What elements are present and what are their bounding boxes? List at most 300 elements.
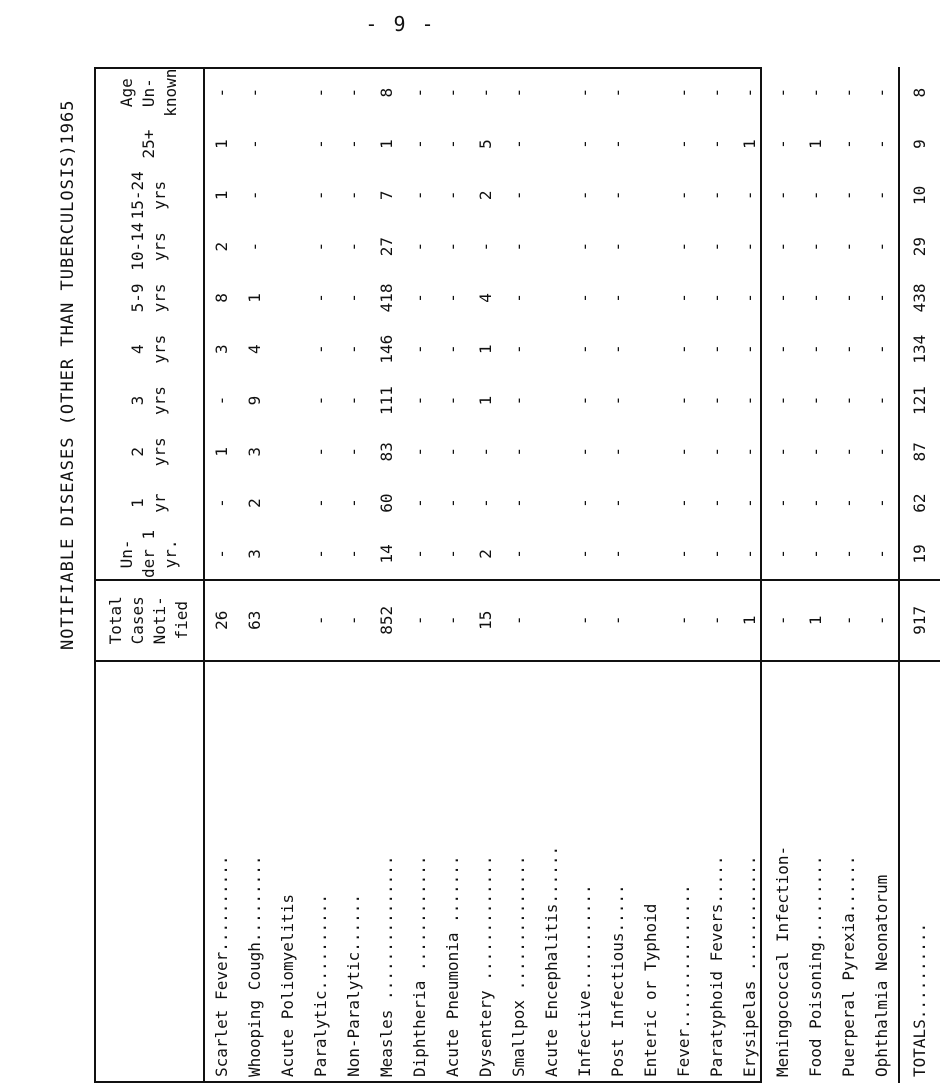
age-count-cell: [271, 426, 304, 477]
age-count-cell: 62: [899, 477, 940, 528]
age-count-cell: -: [706, 190, 726, 201]
age-count-cell: -: [772, 446, 792, 457]
age-count-cell: -: [343, 446, 363, 457]
age-count-cell: 111: [376, 386, 396, 415]
age-count-cell: -: [310, 190, 330, 201]
total-cases-cell: 1: [799, 580, 832, 660]
age-count-cell: [271, 272, 304, 323]
disease-name: Diphtheria ............: [409, 855, 429, 1077]
age-count-cell: -: [706, 293, 726, 303]
age-count-cell: -: [244, 190, 264, 201]
age-count-cell: -: [442, 344, 462, 355]
age-count-cell: -: [706, 446, 726, 457]
age-count-cell: -: [442, 293, 462, 303]
age-count-cell: 1: [376, 139, 396, 149]
age-count-cell: -: [508, 190, 528, 201]
table-row: [733, 67, 766, 1083]
table-row: [271, 67, 304, 1083]
total-cases-cell: -: [832, 580, 865, 660]
age-count-cell: -: [673, 139, 693, 149]
age-count-cell: -: [607, 241, 627, 252]
age-count-cell: -: [508, 139, 528, 149]
age-count-cell: [535, 170, 568, 221]
age-count-cell: [271, 118, 304, 169]
age-count-cell: -: [871, 241, 891, 252]
age-count-cell: -: [739, 241, 759, 252]
table-row: [403, 67, 436, 1083]
total-cases-cell: 26: [204, 580, 238, 660]
age-count-cell: 1: [805, 139, 825, 149]
age-count-cell: 5: [475, 139, 495, 149]
age-count-cell: -: [607, 139, 627, 149]
age-count-cell: -: [772, 139, 792, 149]
age-count-cell: -: [673, 498, 693, 508]
total-cases-cell: [271, 580, 304, 660]
age-count-cell: -: [343, 190, 363, 201]
table-row: [469, 67, 502, 1083]
header-15-24yrs: 15-24 yrs: [94, 170, 204, 221]
age-count-cell: -: [838, 87, 858, 98]
age-count-cell: -: [607, 395, 627, 406]
header-2yrs: 2 yrs: [94, 426, 204, 477]
age-count-cell: -: [607, 446, 627, 457]
age-count-cell: -: [871, 87, 891, 98]
disease-name: Acute Pneumonia .......: [442, 855, 462, 1077]
age-count-cell: -: [343, 498, 363, 508]
age-count-cell: 1: [475, 344, 495, 355]
notifiable-diseases-table: [94, 67, 940, 1083]
age-count-cell: -: [871, 293, 891, 303]
total-cases-cell: 1: [733, 580, 766, 660]
age-count-cell: 8: [899, 67, 940, 118]
age-count-cell: -: [673, 241, 693, 252]
disease-name: Infective...........: [574, 884, 594, 1077]
age-count-cell: 134: [899, 324, 940, 375]
age-count-cell: -: [838, 344, 858, 355]
age-count-cell: [271, 67, 304, 118]
table-row: [502, 67, 535, 1083]
table-row: [204, 67, 238, 1083]
age-count-cell: 60: [376, 493, 396, 513]
table-row: [568, 67, 601, 1083]
table-row: [865, 67, 899, 1083]
age-count-cell: -: [343, 241, 363, 252]
age-count-cell: 1: [244, 293, 264, 303]
age-count-cell: -: [733, 529, 766, 580]
total-cases-cell: 917: [899, 580, 940, 660]
age-count-cell: -: [475, 446, 495, 457]
age-count-cell: [535, 324, 568, 375]
age-count-cell: -: [673, 344, 693, 355]
age-count-cell: 1: [211, 190, 231, 201]
age-count-cell: -: [832, 529, 865, 580]
age-count-cell: 1: [475, 395, 495, 406]
age-count-cell: [634, 324, 667, 375]
table-row: [238, 67, 271, 1083]
total-cases-cell: -: [766, 580, 799, 660]
age-count-cell: -: [838, 446, 858, 457]
age-count-cell: -: [442, 241, 462, 252]
age-count-cell: -: [772, 293, 792, 303]
age-count-cell: -: [409, 87, 429, 98]
age-count-cell: [535, 272, 568, 323]
header-10-14yrs: 10-14 yrs: [94, 221, 204, 272]
age-count-cell: 438: [899, 272, 940, 323]
age-count-cell: -: [799, 529, 832, 580]
table-title: NOTIFIABLE DISEASES (OTHER THAN TUBERCULOSIS)1965: [58, 99, 78, 650]
header-4yrs: 4 yrs: [94, 324, 204, 375]
age-count-cell: -: [574, 395, 594, 406]
age-count-cell: -: [508, 395, 528, 406]
age-count-cell: [271, 170, 304, 221]
age-count-cell: -: [706, 395, 726, 406]
age-count-cell: -: [574, 293, 594, 303]
age-count-cell: -: [508, 344, 528, 355]
age-count-cell: -: [403, 529, 436, 580]
age-count-cell: -: [343, 293, 363, 303]
age-count-cell: -: [838, 395, 858, 406]
age-count-cell: 3: [244, 446, 264, 457]
age-count-cell: -: [871, 190, 891, 201]
total-cases-cell: -: [700, 580, 733, 660]
age-count-cell: -: [739, 293, 759, 303]
age-count-cell: -: [204, 529, 238, 580]
total-cases-cell: -: [568, 580, 601, 660]
disease-name: Meningococcal Infection-: [772, 845, 792, 1077]
age-count-cell: -: [871, 446, 891, 457]
totals-row: [899, 67, 940, 1083]
header-total-cases: Total Cases Noti- fied: [94, 580, 204, 660]
disease-name: Puerperal Pyrexia......: [838, 855, 858, 1077]
age-count-cell: -: [706, 87, 726, 98]
age-count-cell: -: [871, 498, 891, 508]
age-count-cell: -: [805, 344, 825, 355]
total-cases-cell: -: [436, 580, 469, 660]
age-count-cell: -: [574, 190, 594, 201]
disease-name: Non-Paralytic......: [343, 893, 363, 1077]
age-count-cell: 27: [376, 236, 396, 257]
age-count-cell: -: [409, 293, 429, 303]
age-count-cell: -: [739, 446, 759, 457]
age-count-cell: -: [442, 395, 462, 406]
age-count-cell: -: [673, 190, 693, 201]
table-row: [337, 67, 370, 1083]
age-count-cell: 9: [899, 118, 940, 169]
age-count-cell: 1: [211, 446, 231, 457]
age-count-cell: 9: [244, 395, 264, 406]
age-count-cell: -: [739, 344, 759, 355]
page-number: - 9 -: [365, 12, 436, 36]
age-count-cell: -: [739, 498, 759, 508]
age-count-cell: 146: [376, 334, 396, 364]
table-row: [832, 67, 865, 1083]
disease-name: Food Poisoning.........: [805, 855, 825, 1077]
total-cases-cell: -: [304, 580, 337, 660]
age-count-cell: [271, 477, 304, 528]
age-count-cell: -: [508, 446, 528, 457]
age-count-cell: -: [607, 190, 627, 201]
age-count-cell: 1: [739, 139, 759, 149]
age-count-cell: 7: [376, 190, 396, 201]
age-count-cell: -: [772, 87, 792, 98]
age-count-cell: -: [805, 293, 825, 303]
age-count-cell: [634, 170, 667, 221]
age-count-cell: -: [337, 529, 370, 580]
disease-name: Dysentery .............: [475, 855, 495, 1077]
age-count-cell: -: [211, 395, 231, 406]
age-count-cell: -: [838, 190, 858, 201]
disease-name: Post Infectious.....: [607, 884, 627, 1077]
disease-name: Whooping Cough.........: [244, 855, 264, 1077]
age-count-cell: [535, 221, 568, 272]
disease-name: Erysipelas ............: [739, 855, 759, 1077]
age-count-cell: -: [607, 87, 627, 98]
age-count-cell: -: [772, 344, 792, 355]
age-count-cell: 83: [376, 442, 396, 462]
age-count-cell: [271, 324, 304, 375]
age-count-cell: -: [739, 190, 759, 201]
header-3yrs: 3 yrs: [94, 375, 204, 426]
age-count-cell: -: [805, 446, 825, 457]
age-count-cell: [535, 67, 568, 118]
age-count-cell: -: [442, 87, 462, 98]
table-body: [204, 67, 940, 1083]
age-count-cell: -: [706, 139, 726, 149]
total-cases-cell: 63: [238, 580, 271, 660]
age-count-cell: [634, 477, 667, 528]
age-count-cell: 29: [899, 221, 940, 272]
age-count-cell: [634, 221, 667, 272]
rotated-table-container: [94, 67, 929, 1083]
age-count-cell: -: [211, 498, 231, 508]
age-count-cell: 2: [244, 498, 264, 508]
header-under-1: Un- der 1 yr.: [94, 529, 204, 580]
age-count-cell: -: [244, 87, 264, 98]
age-count-cell: -: [442, 446, 462, 457]
table-row: [700, 67, 733, 1083]
disease-name: Acute Encephalitis......: [541, 845, 561, 1077]
age-count-cell: 4: [244, 344, 264, 355]
age-count-cell: -: [805, 87, 825, 98]
age-count-cell: 8: [211, 293, 231, 303]
age-count-cell: -: [700, 529, 733, 580]
age-count-cell: -: [475, 87, 495, 98]
header-age-unknown: Age Un- known: [94, 67, 204, 118]
age-count-cell: -: [508, 87, 528, 98]
table-row: [535, 67, 568, 1083]
age-count-cell: 1: [211, 139, 231, 149]
age-count-cell: -: [442, 498, 462, 508]
age-count-cell: [271, 221, 304, 272]
age-count-cell: -: [607, 344, 627, 355]
age-count-cell: [535, 529, 568, 580]
age-count-cell: -: [211, 87, 231, 98]
age-count-cell: -: [673, 293, 693, 303]
table-row: [799, 67, 832, 1083]
age-count-cell: -: [871, 395, 891, 406]
age-count-cell: [271, 375, 304, 426]
age-count-cell: -: [574, 241, 594, 252]
age-count-cell: -: [310, 293, 330, 303]
age-count-cell: 4: [475, 293, 495, 303]
age-count-cell: -: [574, 87, 594, 98]
total-cases-cell: [535, 580, 568, 660]
age-count-cell: -: [343, 139, 363, 149]
header-5-9yrs: 5-9 yrs: [94, 272, 204, 323]
header-1yr: 1 yr: [94, 477, 204, 528]
age-count-cell: -: [805, 190, 825, 201]
age-count-cell: -: [409, 446, 429, 457]
age-count-cell: -: [442, 139, 462, 149]
age-count-cell: -: [310, 241, 330, 252]
age-count-cell: -: [409, 190, 429, 201]
disease-name: Measles ...............: [376, 855, 396, 1077]
table-row: [766, 67, 799, 1083]
age-count-cell: -: [805, 395, 825, 406]
age-count-cell: 2: [211, 241, 231, 252]
age-count-cell: -: [310, 498, 330, 508]
disease-name: Smallpox ..............: [508, 855, 528, 1077]
age-count-cell: -: [343, 395, 363, 406]
age-count-cell: 87: [899, 426, 940, 477]
total-cases-cell: -: [601, 580, 634, 660]
table-row: [601, 67, 634, 1083]
age-count-cell: -: [343, 87, 363, 98]
age-count-cell: [535, 477, 568, 528]
table-row: [304, 67, 337, 1083]
age-count-cell: [634, 118, 667, 169]
age-count-cell: -: [871, 344, 891, 355]
age-count-cell: 3: [211, 344, 231, 355]
age-count-cell: 10: [899, 170, 940, 221]
age-count-cell: -: [667, 529, 700, 580]
age-count-cell: [535, 375, 568, 426]
age-count-cell: 2: [475, 190, 495, 201]
age-count-cell: -: [772, 241, 792, 252]
disease-name: Paralytic..........: [310, 893, 330, 1077]
total-cases-cell: -: [667, 580, 700, 660]
age-count-cell: -: [673, 395, 693, 406]
header-25plus: 25+: [94, 118, 204, 169]
age-count-cell: -: [409, 241, 429, 252]
disease-name: Acute Poliomyelitis: [277, 893, 297, 1077]
age-count-cell: [634, 375, 667, 426]
table-row: [370, 67, 403, 1083]
disease-name: Fever...............: [673, 884, 693, 1077]
age-count-cell: -: [607, 498, 627, 508]
age-count-cell: -: [343, 344, 363, 355]
age-count-cell: [634, 67, 667, 118]
age-count-cell: -: [601, 529, 634, 580]
age-count-cell: -: [304, 529, 337, 580]
age-count-cell: 8: [376, 87, 396, 98]
age-count-cell: -: [409, 139, 429, 149]
age-count-cell: [535, 118, 568, 169]
age-count-cell: -: [508, 293, 528, 303]
age-count-cell: -: [442, 190, 462, 201]
age-count-cell: [634, 426, 667, 477]
age-count-cell: -: [739, 395, 759, 406]
table-row: [634, 67, 667, 1083]
age-count-cell: -: [607, 293, 627, 303]
table-row: [436, 67, 469, 1083]
age-count-cell: -: [673, 87, 693, 98]
total-cases-cell: 852: [370, 580, 403, 660]
age-count-cell: 2: [469, 529, 502, 580]
age-count-cell: -: [475, 498, 495, 508]
age-count-cell: -: [574, 498, 594, 508]
header-row: [94, 67, 204, 1083]
age-count-cell: -: [475, 241, 495, 252]
total-cases-cell: -: [403, 580, 436, 660]
age-count-cell: -: [409, 498, 429, 508]
age-count-cell: -: [871, 139, 891, 149]
age-count-cell: -: [673, 446, 693, 457]
age-count-cell: -: [574, 446, 594, 457]
total-cases-cell: -: [865, 580, 899, 660]
age-count-cell: -: [310, 446, 330, 457]
age-count-cell: -: [244, 241, 264, 252]
age-count-cell: -: [244, 139, 264, 149]
age-count-cell: -: [508, 498, 528, 508]
age-count-cell: -: [310, 395, 330, 406]
age-count-cell: -: [772, 395, 792, 406]
age-count-cell: 3: [238, 529, 271, 580]
age-count-cell: -: [805, 241, 825, 252]
total-cases-cell: [634, 580, 667, 660]
age-count-cell: -: [502, 529, 535, 580]
disease-name: Enteric or Typhoid: [640, 903, 660, 1077]
age-count-cell: [634, 272, 667, 323]
age-count-cell: -: [310, 139, 330, 149]
age-count-cell: -: [772, 190, 792, 201]
age-count-cell: -: [838, 293, 858, 303]
age-count-cell: -: [706, 498, 726, 508]
totals-label: TOTALS..........: [899, 661, 940, 1083]
age-count-cell: -: [706, 241, 726, 252]
age-count-cell: -: [739, 87, 759, 98]
age-count-cell: 14: [370, 529, 403, 580]
age-count-cell: -: [838, 241, 858, 252]
age-count-cell: -: [805, 498, 825, 508]
age-count-cell: -: [409, 344, 429, 355]
age-count-cell: -: [706, 344, 726, 355]
disease-name: Scarlet Fever..........: [211, 855, 231, 1077]
total-cases-cell: 15: [469, 580, 502, 660]
age-count-cell: 121: [899, 375, 940, 426]
age-count-cell: -: [508, 241, 528, 252]
total-cases-cell: -: [502, 580, 535, 660]
disease-name: Ophthalmia Neonatorum: [871, 874, 891, 1077]
age-count-cell: -: [568, 529, 601, 580]
age-count-cell: -: [766, 529, 799, 580]
table-row: [667, 67, 700, 1083]
age-count-cell: -: [409, 395, 429, 406]
age-count-cell: -: [772, 498, 792, 508]
age-count-cell: -: [865, 529, 899, 580]
age-count-cell: -: [838, 139, 858, 149]
total-cases-cell: -: [337, 580, 370, 660]
age-count-cell: [535, 426, 568, 477]
age-count-cell: 19: [899, 529, 940, 580]
age-count-cell: [271, 529, 304, 580]
header-disease: [94, 661, 204, 1083]
age-count-cell: -: [436, 529, 469, 580]
age-count-cell: 418: [376, 283, 396, 313]
age-count-cell: -: [310, 87, 330, 98]
disease-name: Paratyphoid Fevers.....: [706, 855, 726, 1077]
age-count-cell: -: [574, 344, 594, 355]
